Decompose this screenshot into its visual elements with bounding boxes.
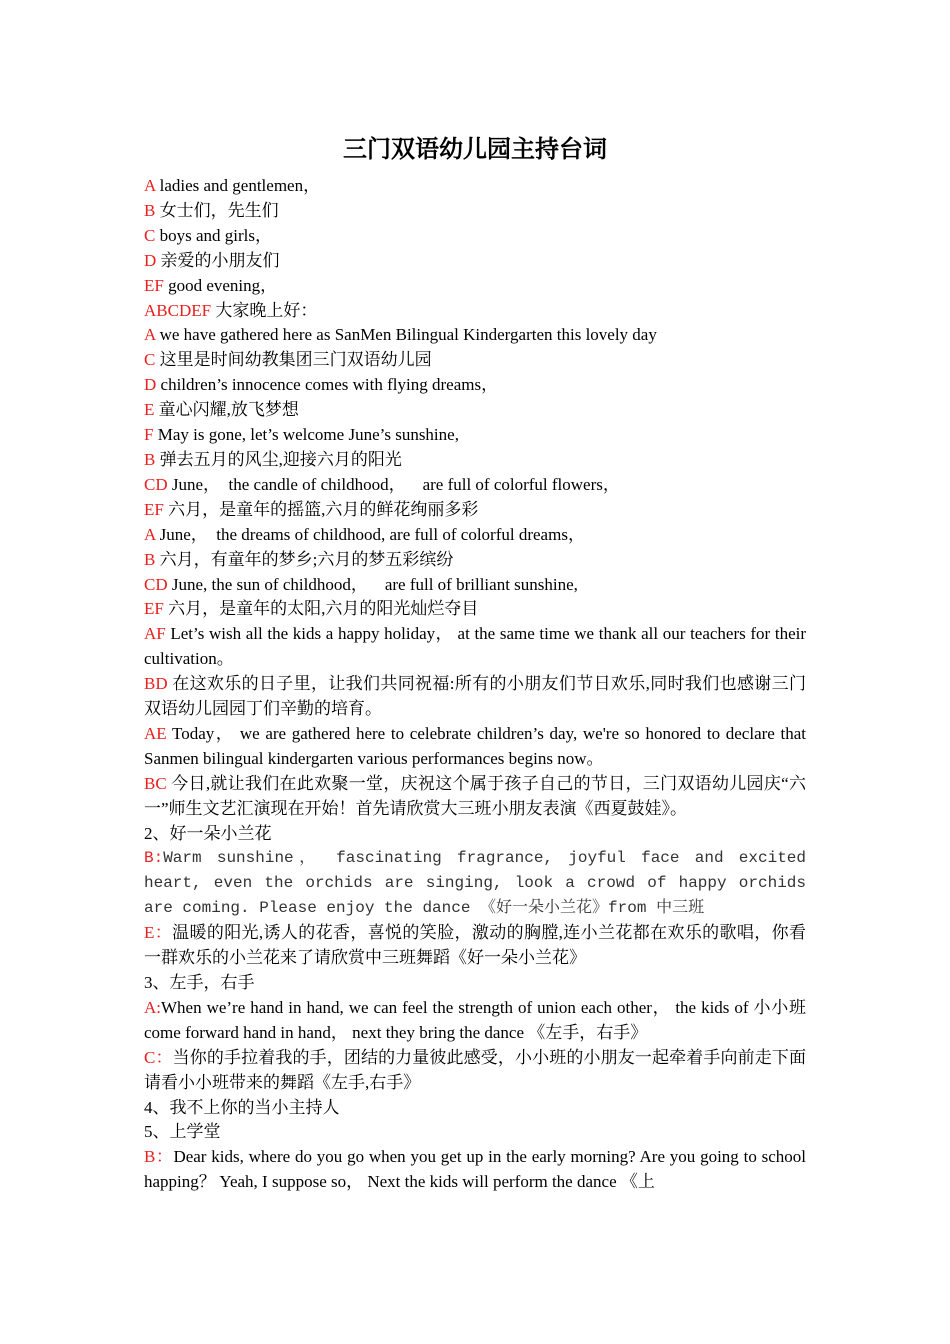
line-text: 4、我不上你的当小主持人 — [144, 1097, 340, 1117]
script-paragraph — [144, 622, 806, 672]
speaker-label: C — [144, 225, 156, 245]
script-line — [144, 548, 806, 573]
line-text: Dear kids, where do you go when you get up in the early morning? Are you going to school happing？ Yeah, I suppose so， Next the kids will perform the dance 《上 — [144, 1147, 807, 1192]
speaker-label: BD — [144, 674, 168, 694]
script-line — [144, 597, 806, 622]
line-text: 5、上学堂 — [144, 1122, 221, 1142]
document-title: 三门双语幼儿园主持台词 — [343, 135, 607, 163]
line-text: 女士们，先生们 — [155, 200, 279, 220]
script-line — [144, 498, 806, 523]
speaker-label: B： — [144, 1147, 174, 1167]
line-text: children’s innocence comes with flying dreams， — [156, 375, 499, 395]
speaker-label: B: — [144, 849, 164, 868]
speaker-label: BC — [144, 773, 167, 793]
script-line — [144, 274, 806, 299]
speaker-label: A — [144, 176, 156, 195]
script-line — [144, 398, 806, 423]
line-text: we have gathered here as SanMen Bilingual Kindergarten this lovely day — [155, 325, 657, 345]
script-line — [144, 523, 806, 548]
script-line — [144, 323, 806, 348]
script-line — [144, 224, 806, 249]
script-line — [144, 299, 806, 324]
speaker-label: ABCDEF — [144, 300, 212, 320]
script-line — [144, 199, 806, 224]
speaker-label: AE — [144, 723, 167, 743]
speaker-label: A — [144, 325, 156, 345]
script-line — [144, 423, 806, 448]
script-line — [144, 348, 806, 373]
script-line — [144, 249, 806, 274]
line-text: Warm sunshine， fascinating fragrance, joyful face and excited heart, even the orchids are singing, look a crowd of happy orchids are coming. Please enjoy the dance 《好一朵小兰花》from 中三班 — [144, 849, 806, 918]
section-heading — [144, 1096, 806, 1121]
speaker-label: CD — [144, 474, 168, 494]
script-paragraph — [144, 772, 806, 822]
line-text: When we’re hand in hand, we can feel the strength of union each other， the kids of 小小班 come forward hand in hand， next they bring the dance 《左手，右手》 — [144, 997, 806, 1042]
line-text: 当你的手拉着我的手，团结的力量彼此感受，小小班的小朋友一起牵着手向前走下面请看小小班带来的舞蹈《左手,右手》 — [144, 1047, 807, 1092]
line-text: ladies and gentlemen， — [155, 176, 321, 195]
line-text: 六月，有童年的梦乡;六月的梦五彩缤纷 — [155, 549, 454, 569]
section-heading — [144, 971, 806, 996]
line-text: June, the sun of childhood， are full of brilliant sunshine, — [167, 574, 578, 594]
speaker-label: EF — [144, 499, 164, 519]
script-paragraph — [144, 722, 806, 772]
script-line — [144, 473, 806, 498]
script-paragraph — [144, 1046, 806, 1096]
line-text: Today， we are gathered here to celebrate children’s day, we're so honored to declare that Sanmen bilingual kindergarten various performances begins now。 — [144, 723, 806, 768]
script-paragraph — [144, 1145, 806, 1195]
line-text: June， the candle of childhood， are full of colorful flowers， — [167, 474, 620, 494]
speaker-label: E： — [144, 923, 173, 943]
script-paragraph — [144, 672, 806, 722]
line-text: Let’s wish all the kids a happy holiday， at the same time we thank all our teachers for their cultivation。 — [144, 624, 806, 669]
speaker-label: EF — [144, 275, 164, 295]
speaker-label: B — [144, 200, 156, 220]
line-text: 在这欢乐的日子里，让我们共同祝福:所有的小朋友们节日欢乐,同时我们也感谢三门双语幼儿园园丁们辛勤的培育。 — [144, 674, 806, 719]
script-paragraph — [144, 846, 806, 921]
speaker-label: A — [144, 524, 156, 544]
line-text: 今日,就让我们在此欢聚一堂，庆祝这个属于孩子自己的节日，三门双语幼儿园庆“六一”师生文艺汇演现在开始！首先请欣赏大三班小朋友表演《西夏鼓娃》。 — [144, 773, 806, 818]
line-text: good evening， — [163, 275, 278, 295]
speaker-label: C — [144, 350, 156, 370]
line-text: 弹去五月的风尘,迎接六月的阳光 — [155, 449, 402, 469]
script-body — [144, 174, 806, 1195]
line-text: boys and girls， — [155, 225, 272, 245]
line-text: June， the dreams of childhood, are full of colorful dreams， — [155, 524, 585, 544]
line-text: 亲爱的小朋友们 — [156, 250, 280, 270]
speaker-label: B — [144, 449, 156, 469]
script-line — [144, 174, 806, 199]
speaker-label: EF — [144, 599, 164, 619]
line-text: 童心闪耀,放飞梦想 — [154, 400, 299, 420]
speaker-label: B — [144, 549, 156, 569]
line-text: 2、好一朵小兰花 — [144, 823, 272, 843]
line-text: 温暖的阳光,诱人的花香，喜悦的笑脸，激动的胸膛,连小兰花都在欢乐的歌唱，你看一群欢乐的小兰花来了请欣赏中三班舞蹈《好一朵小兰花》 — [144, 923, 806, 968]
speaker-label: F — [144, 425, 154, 445]
script-line — [144, 373, 806, 398]
speaker-label: C： — [144, 1047, 173, 1067]
speaker-label: CD — [144, 574, 168, 594]
line-text: May is gone, let’s welcome June’s sunshine, — [153, 425, 459, 445]
speaker-label: D — [144, 250, 157, 270]
line-text: 3、左手，右手 — [144, 973, 255, 992]
line-text: 大家晚上好： — [211, 300, 318, 320]
speaker-label: A: — [144, 997, 161, 1017]
line-text: 这里是时间幼教集团三门双语幼儿园 — [155, 350, 432, 370]
script-paragraph — [144, 921, 806, 971]
speaker-label: D — [144, 375, 157, 395]
speaker-label: E — [144, 400, 155, 420]
script-paragraph — [144, 996, 806, 1046]
line-text: 六月，是童年的太阳,六月的阳光灿烂夺目 — [163, 599, 479, 619]
script-line — [144, 448, 806, 473]
section-heading — [144, 1120, 806, 1145]
line-text: 六月，是童年的摇篮,六月的鲜花绚丽多彩 — [163, 499, 479, 519]
speaker-label: AF — [144, 624, 166, 644]
script-line — [144, 573, 806, 598]
section-heading — [144, 822, 806, 847]
